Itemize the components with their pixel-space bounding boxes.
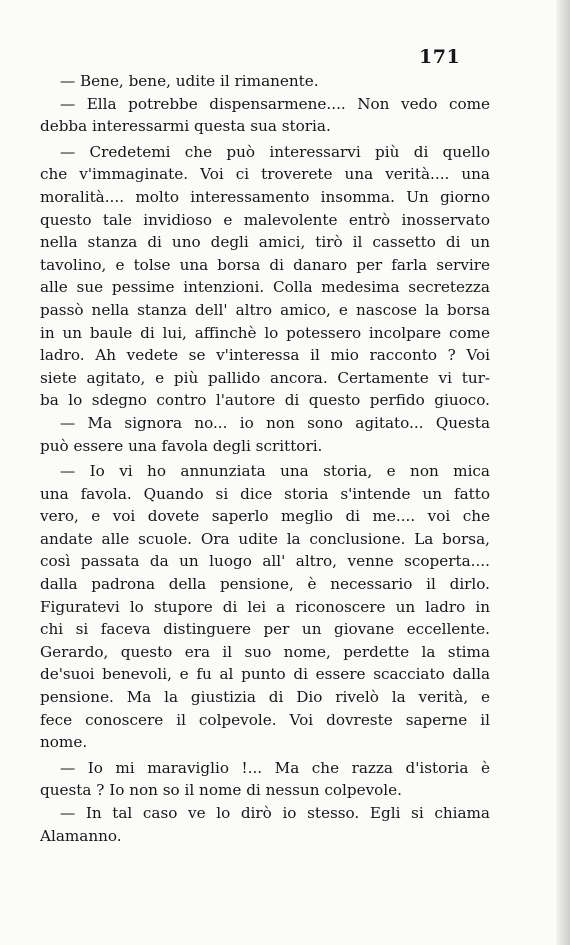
text-line: — Ma signora no... io non sono agitato... Questa (60, 413, 490, 432)
text-line: ladro. Ah vedete se v'interessa il mio racconto ? Voi (40, 346, 490, 365)
text-line: passò nella stanza dell' altro amico, e nascose la borsa (40, 300, 490, 319)
text-line: nella stanza di uno degli amici, tirò il cassetto di un (40, 233, 490, 252)
page-number: 171 (419, 46, 461, 68)
text-line: — Ella potrebbe dispensarmene.... Non vedo come (60, 94, 490, 113)
text-line: che v'immaginate. Voi ci troverete una verità.... una (40, 165, 490, 184)
text-line: dalla padrona della pensione, è necessario il dirlo. (40, 575, 490, 594)
body-text (40, 70, 490, 847)
text-line: Gerardo, questo era il suo nome, perdette la stima (40, 642, 490, 661)
text-line: — Credetemi che può interessarvi più di quello (60, 142, 490, 161)
text-line: una favola. Quando si dice storia s'intende un fatto (40, 484, 490, 503)
text-line: — Io vi ho annunziata una storia, e non mica (60, 462, 490, 481)
text-line: questa ? Io non so il nome di nessun colpevole. (40, 781, 402, 800)
text-line: debba interessarmi questa sua storia. (40, 117, 331, 136)
text-line: Alamanno. (40, 826, 122, 845)
text-line: siete agitato, e più pallido ancora. Certamente vi tur- (40, 368, 490, 387)
text-line: può essere una favola degli scrittori. (40, 436, 323, 455)
text-line: questo tale invidioso e malevolente entrò inosservato (40, 210, 490, 229)
text-line: andate alle scuole. Ora udite la conclusione. La borsa, (40, 529, 490, 548)
text-line: pensione. Ma la giustizia di Dio rivelò la verità, e (40, 688, 490, 707)
text-line: ba lo sdegno contro l'autore di questo perfido giuoco. (40, 391, 490, 410)
text-line: fece conoscere il colpevole. Voi dovreste saperne il (40, 710, 490, 729)
text-line: tavolino, e tolse una borsa di danaro per farla servire (40, 255, 490, 274)
text-line: — In tal caso ve lo dirò io stesso. Egli si chiama (60, 804, 490, 822)
text-line: in un baule di lui, affinchè lo potessero incolpare come (40, 323, 490, 342)
text-line: Figuratevi lo stupore di lei a riconoscere un ladro in (40, 597, 490, 616)
text-line: — Io mi maraviglio !... Ma che razza d'istoria è (60, 758, 490, 777)
text-line: de'suoi benevoli, e fu al punto di essere scacciato dalla (40, 665, 490, 684)
text-line: alle sue pessime intenzioni. Colla medesima secretezza (40, 278, 490, 297)
text-line: chi si faceva distinguere per un giovane eccellente. (40, 620, 490, 639)
text-line: — Bene, bene, udite il rimanente. (60, 72, 319, 90)
page-edge-shadow (556, 0, 570, 945)
text-line: così passata da un luogo all' altro, venne scoperta.... (40, 552, 490, 571)
text-line: nome. (40, 733, 88, 752)
text-line: vero, e voi dovete saperlo meglio di me.... voi che (40, 507, 490, 526)
text-line: moralità.... molto interessamento insomma. Un giorno (40, 187, 490, 206)
